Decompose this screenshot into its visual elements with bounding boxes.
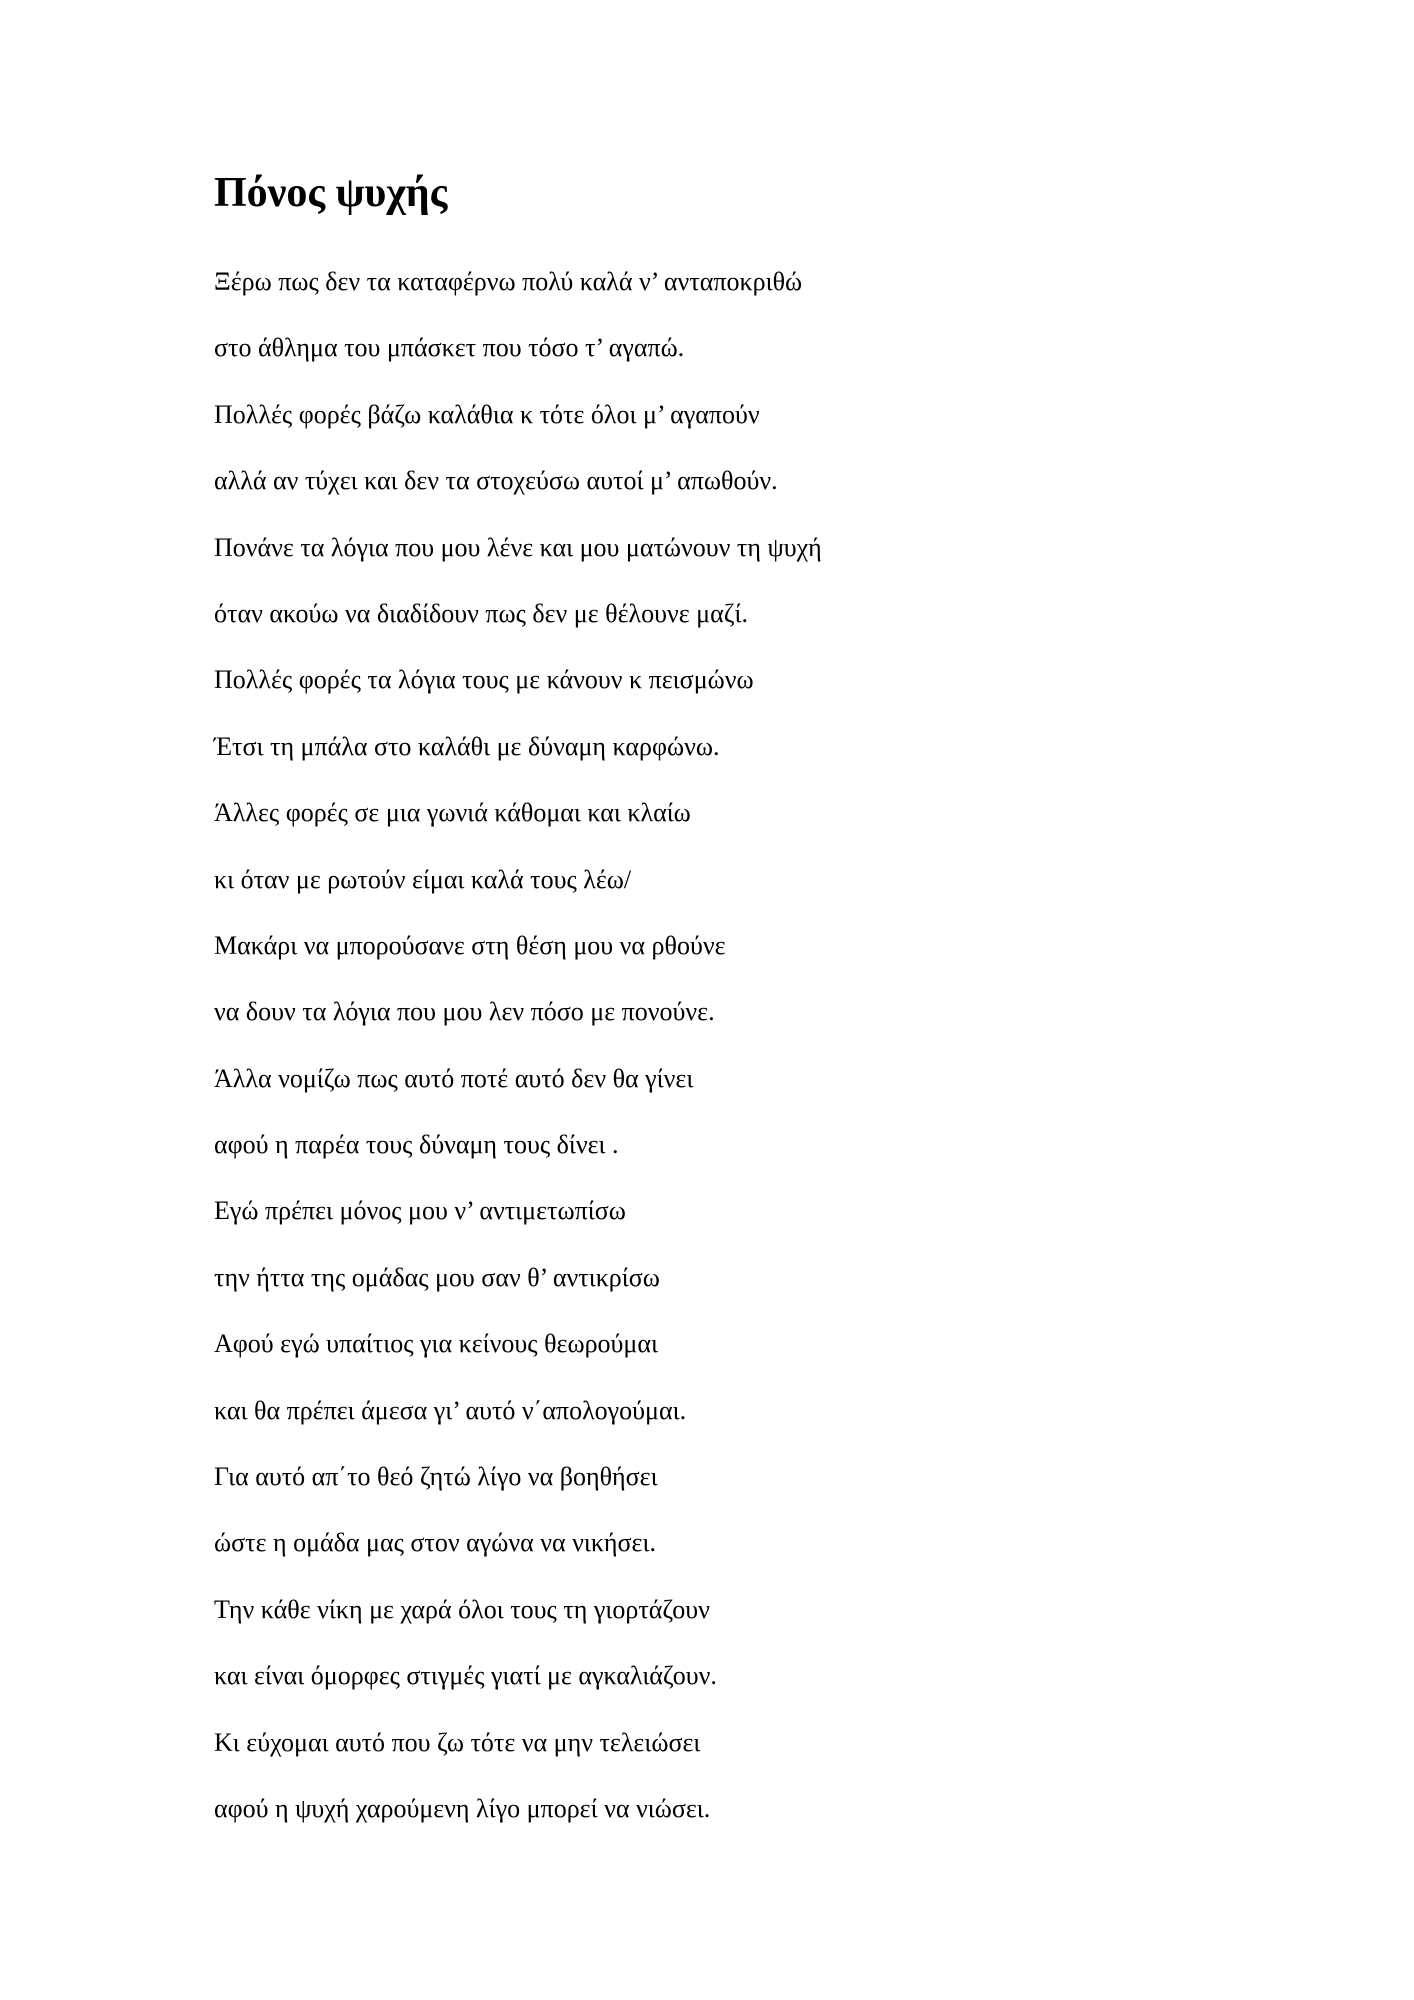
poem-line: αφού η ψυχή χαρούμενη λίγο μπορεί να νιώσει. [214, 1793, 711, 1823]
poem-line: Μακάρι να μπορούσανε στη θέση μου να ρθούνε [214, 930, 726, 960]
poem-line: Την κάθε νίκη με χαρά όλοι τους τη γιορτάζουν [214, 1594, 710, 1624]
poem-line: Πολλές φορές τα λόγια τους με κάνουν κ πεισμώνω [214, 665, 754, 695]
poem-line: Πολλές φορές βάζω καλάθια κ τότε όλοι μ’ αγαπούν [214, 399, 760, 429]
poem-line: να δουν τα λόγια που μου λεν πόσο με πονούνε. [214, 997, 715, 1027]
poem-line: στο άθλημα του μπάσκετ που τόσο τ’ αγαπώ. [214, 333, 685, 363]
poem-line: Πονάνε τα λόγια που μου λένε και μου ματώνουν τη ψυχή [214, 532, 822, 562]
poem-line: Ξέρω πως δεν τα καταφέρνω πολύ καλά ν’ ανταποκριθώ [214, 267, 803, 296]
poem-line: αλλά αν τύχει και δεν τα στοχεύσω αυτοί μ’ απωθούν. [214, 466, 778, 496]
poem-title: Πόνος ψυχής [214, 170, 448, 216]
poem-body [214, 249, 822, 1842]
poem-line: αφού η παρέα τους δύναμη τους δίνει . [214, 1130, 619, 1160]
poem-line: Άλλες φορές σε μια γωνιά κάθομαι και κλαίω [214, 798, 691, 828]
poem-line: κι όταν με ρωτούν είμαι καλά τους λέω/ [214, 864, 632, 894]
poem-line: Αφού εγώ υπαίτιος για κείνους θεωρούμαι [214, 1329, 658, 1359]
poem-line: ώστε η ομάδα μας στον αγώνα να νικήσει. [214, 1528, 656, 1558]
poem-line: Για αυτό απ΄το θεό ζητώ λίγο να βοηθήσει [214, 1462, 658, 1492]
poem-line: Έτσι τη μπάλα στο καλάθι με δύναμη καρφώνω. [214, 731, 720, 761]
poem-line: Κι εύχομαι αυτό που ζω τότε να μην τελειώσει [214, 1727, 701, 1757]
poem-line: όταν ακούω να διαδίδουν πως δεν με θέλουνε μαζί. [214, 598, 749, 628]
poem-line: και είναι όμορφες στιγμές γιατί με αγκαλιάζουν. [214, 1661, 717, 1691]
poem-line: την ήττα της ομάδας μου σαν θ’ αντικρίσω [214, 1262, 660, 1292]
poem-line: Εγώ πρέπει μόνος μου ν’ αντιμετωπίσω [214, 1196, 626, 1226]
poem-line: Άλλα νομίζω πως αυτό ποτέ αυτό δεν θα γίνει [214, 1063, 694, 1093]
poem-line: και θα πρέπει άμεσα γι’ αυτό ν΄απολογούμαι. [214, 1395, 687, 1425]
